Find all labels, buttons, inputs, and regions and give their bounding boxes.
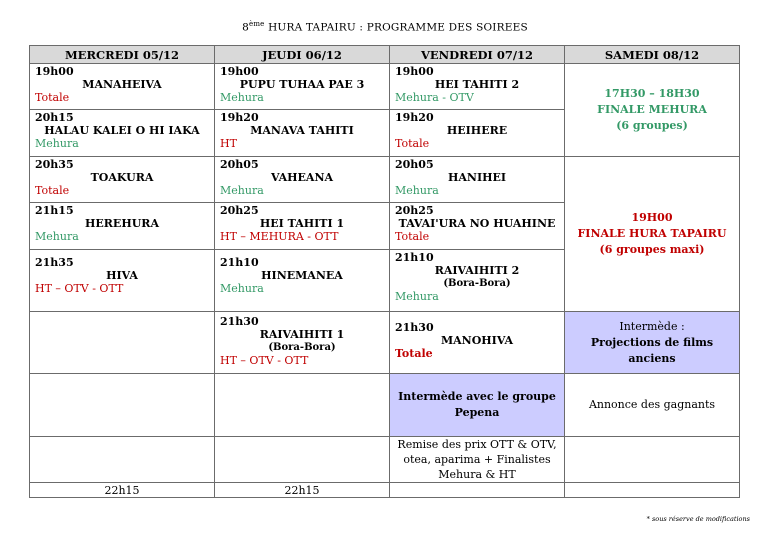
event-location: (Bora-Bora) [443, 278, 511, 289]
empty-cell [390, 483, 565, 498]
event-group: HANIHEI [447, 171, 507, 184]
event-time: 19h20 [395, 111, 434, 124]
event-time: 20h15 [35, 111, 74, 124]
remise-line-2: otea, aparima + Finalistes [403, 453, 551, 466]
finale-hura-title: FINALE HURA TAPAIRU [577, 227, 727, 240]
event-group: HEI TAHITI 2 [434, 78, 520, 91]
event-group: MANAVA TAHITI [250, 124, 354, 137]
event-group: MANOHIVA [440, 334, 514, 347]
event-jeudi-3 [215, 157, 390, 203]
remise-des-prix [390, 437, 565, 483]
header-samedi: SAMEDI 08/12 [565, 46, 740, 64]
event-mercredi-1 [30, 64, 215, 110]
event-broadcast: Mehura [35, 137, 79, 150]
event-mercredi-3 [30, 157, 215, 203]
event-jeudi-5 [215, 250, 390, 312]
intermede-text: Projections de films anciens [590, 335, 714, 365]
event-time: 19h00 [395, 65, 434, 78]
event-broadcast: Totale [395, 347, 433, 360]
footnote: * sous réserve de modifications [646, 515, 750, 523]
programme-table [29, 45, 740, 498]
event-broadcast: HT [220, 137, 237, 150]
finale-hura-tapairu [565, 157, 740, 312]
intermede-label: Intermède : [619, 319, 685, 333]
empty-cell [30, 312, 215, 374]
samedi-intermede [565, 312, 740, 374]
event-time: 21h10 [220, 256, 259, 269]
event-group: MANAHEIVA [82, 78, 162, 91]
event-broadcast: HT – MEHURA - OTT [220, 230, 339, 243]
header-vendredi: VENDREDI 07/12 [390, 46, 565, 64]
event-broadcast: Totale [35, 184, 70, 197]
event-broadcast: Mehura [220, 282, 264, 295]
finale-mehura-time: 17H30 – 18H30 [604, 87, 700, 100]
event-group: RAIVAIHITI 2 [434, 264, 520, 277]
finale-mehura-title: FINALE MEHURA [597, 103, 707, 116]
event-jeudi-6 [215, 312, 390, 374]
event-broadcast: Totale [395, 137, 430, 150]
event-group: HINEMANEA [261, 269, 343, 282]
event-group: RAIVAIHITI 1 [259, 328, 345, 341]
event-time: 20h05 [220, 158, 259, 171]
event-broadcast: Totale [395, 230, 430, 243]
event-time: 19h00 [35, 65, 74, 78]
event-vendredi-6 [390, 312, 565, 374]
event-time: 21h15 [35, 204, 74, 217]
event-jeudi-2 [215, 110, 390, 157]
event-group: TOAKURA [90, 171, 154, 184]
event-vendredi-4 [390, 203, 565, 250]
event-broadcast: Mehura [220, 184, 264, 197]
remise-line-3: Mehura & HT [438, 468, 516, 481]
empty-cell [215, 437, 390, 483]
finale-mehura-sub: (6 groupes) [616, 119, 688, 132]
event-group: PUPU TUHAA PAE 3 [239, 78, 365, 91]
empty-cell [30, 437, 215, 483]
header-jeudi: JEUDI 06/12 [215, 46, 390, 64]
event-vendredi-1 [390, 64, 565, 110]
event-time: 19h20 [220, 111, 259, 124]
event-broadcast: Mehura [395, 290, 439, 303]
empty-cell [215, 374, 390, 437]
event-time: 20h25 [220, 204, 259, 217]
event-group: TAVAI'URA NO HUAHINE [398, 217, 556, 230]
event-jeudi-4 [215, 203, 390, 250]
event-vendredi-2 [390, 110, 565, 157]
vendredi-intermede [390, 374, 565, 437]
event-group: HEIHERE [446, 124, 508, 137]
event-group: HEREHURA [85, 217, 159, 230]
event-mercredi-5 [30, 250, 215, 312]
event-broadcast: HT – OTV - OTT [220, 354, 309, 367]
header-row [30, 46, 740, 64]
finale-mehura [565, 64, 740, 157]
event-time: 21h30 [395, 321, 434, 334]
event-time: 19h00 [220, 65, 259, 78]
event-location: (Bora-Bora) [268, 342, 336, 353]
end-time-jeudi: 22h15 [215, 483, 390, 498]
event-time: 20h35 [35, 158, 74, 171]
finale-hura-sub: (6 groupes maxi) [599, 243, 705, 256]
empty-cell [565, 483, 740, 498]
end-time-mercredi: 22h15 [30, 483, 215, 498]
event-time: 21h10 [395, 251, 434, 264]
event-mercredi-2 [30, 110, 215, 157]
remise-line-1: Remise des prix OTT & OTV, [397, 438, 557, 451]
intermede-line-2: Pepena [454, 406, 500, 419]
event-group: HALAU KALEI O HI IAKA [44, 124, 200, 137]
annonce-gagnants: Annonce des gagnants [565, 374, 740, 437]
event-time: 20h25 [395, 204, 434, 217]
event-broadcast: Mehura - OTV [395, 91, 474, 104]
event-mercredi-4 [30, 203, 215, 250]
event-group: HIVA [106, 269, 138, 282]
event-broadcast: HT – OTV - OTT [35, 282, 124, 295]
event-broadcast: Mehura [395, 184, 439, 197]
empty-cell [30, 374, 215, 437]
event-group: HEI TAHITI 1 [259, 217, 345, 230]
event-broadcast: Mehura [35, 230, 79, 243]
event-vendredi-5 [390, 250, 565, 312]
intermede-line-1: Intermède avec le groupe [398, 390, 556, 403]
header-mercredi: MERCREDI 05/12 [30, 46, 215, 64]
event-vendredi-3 [390, 157, 565, 203]
event-time: 21h35 [35, 256, 74, 269]
event-time: 21h30 [220, 315, 259, 328]
finale-hura-time: 19H00 [631, 211, 673, 224]
empty-cell [565, 437, 740, 483]
event-time: 20h05 [395, 158, 434, 171]
event-broadcast: Mehura [220, 91, 264, 104]
event-broadcast: Totale [35, 91, 70, 104]
page-title: 8ème HURA TAPAIRU : PROGRAMME DES SOIREES [242, 20, 528, 34]
event-jeudi-1 [215, 64, 390, 110]
event-group: VAHEANA [270, 171, 334, 184]
